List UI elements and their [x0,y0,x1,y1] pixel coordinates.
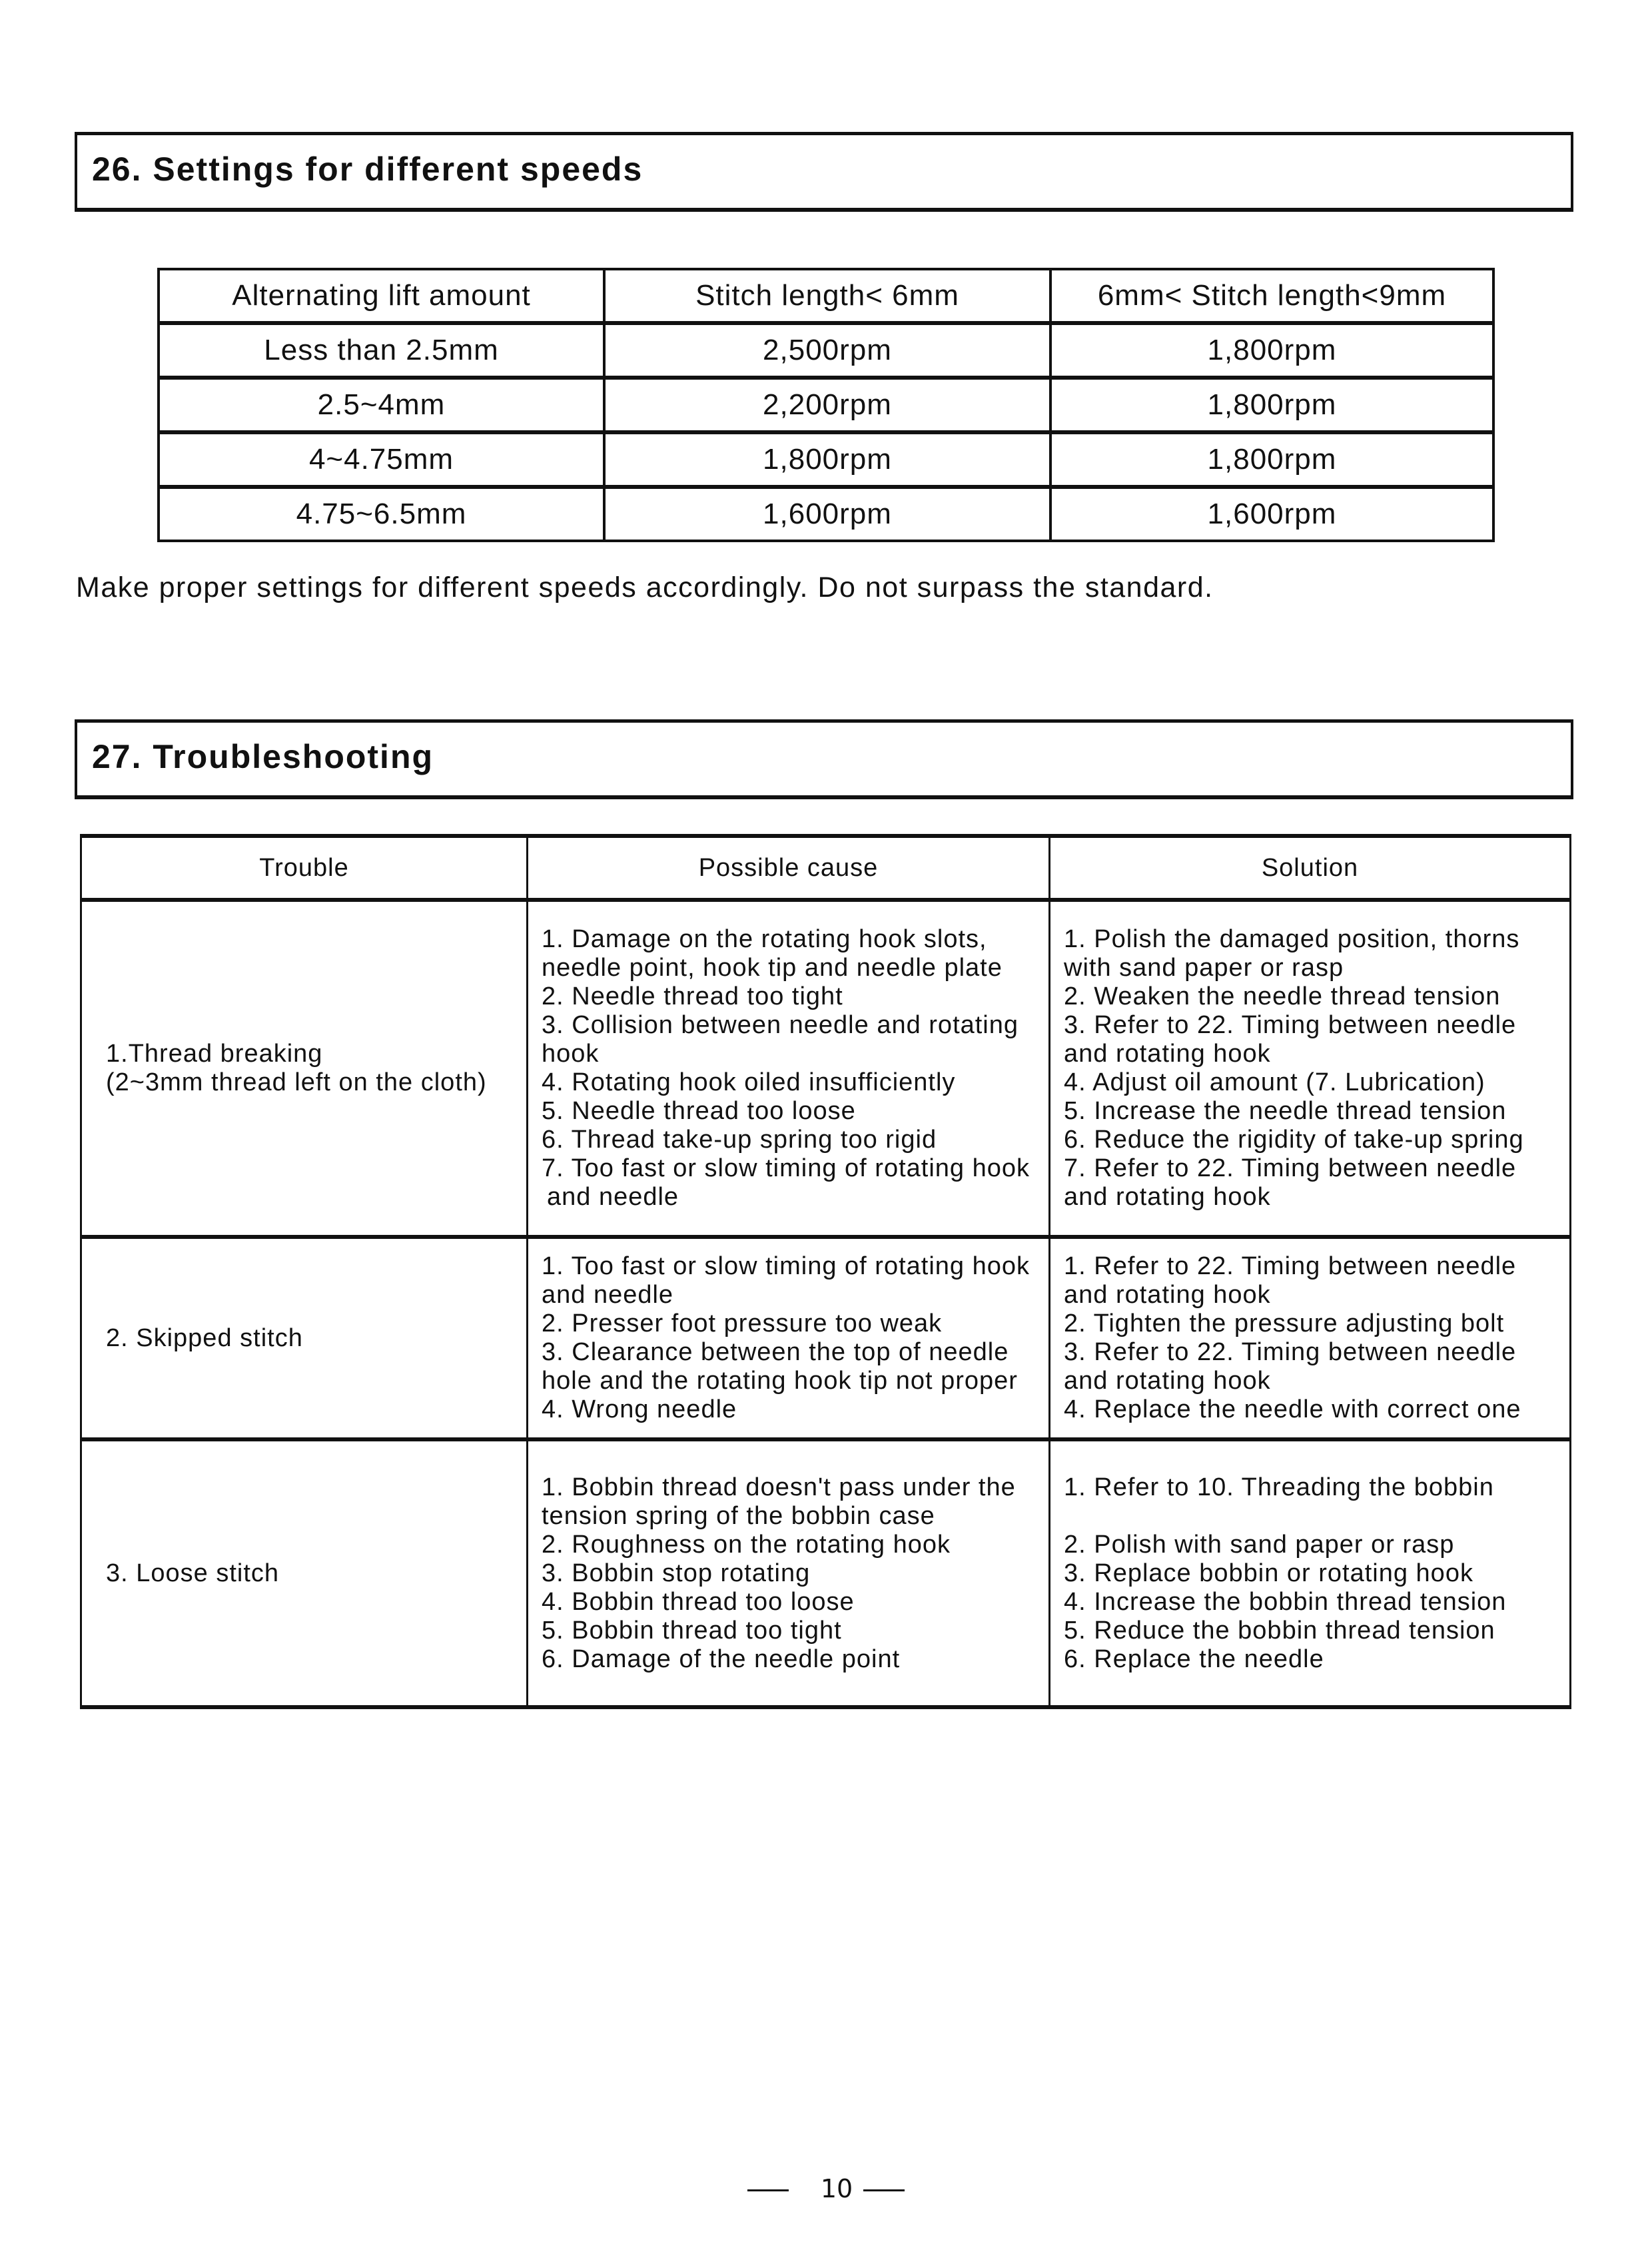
table-cell: 4~4.75mm [159,432,604,487]
list-line: 7. Refer to 22. Timing between needle [1064,1154,1517,1182]
table-cell: 1,800rpm [1050,432,1493,487]
list-line: 7. Too fast or slow timing of rotating hook [542,1154,1030,1182]
list-line: 2. Polish with sand paper or rasp [1064,1530,1455,1559]
column-header: Stitch length< 6mm [604,269,1050,323]
page-number-dash-left [747,2189,789,2191]
list-line: 6. Replace the needle [1064,1645,1324,1673]
column-header-solution: Solution [1050,836,1571,900]
table-cell: 2,500rpm [604,323,1050,378]
list-line: 3. Clearance between the top of needle [542,1338,1009,1366]
column-header-cause: Possible cause [528,836,1050,900]
list-line: 2. Needle thread too tight [542,982,843,1010]
cause-cell [528,1439,1050,1707]
list-line: needle point, hook tip and needle plate [542,954,1003,982]
list-line: with sand paper or rasp [1064,954,1344,982]
list-line: 4. Replace the needle with correct one [1064,1395,1521,1423]
list-line: 4. Increase the bobbin thread tension [1064,1587,1507,1616]
table-cell: 1,800rpm [1050,323,1493,378]
solution-cell [1050,1439,1571,1707]
table-cell: Less than 2.5mm [159,323,604,378]
cause-cell [528,900,1050,1237]
table-row [159,378,1493,432]
list-line: 3. Collision between needle and rotating [542,1011,1019,1039]
page-number-dash-right [863,2189,905,2191]
table-header-row [81,836,1571,900]
trouble-cell [81,1439,528,1707]
table-cell: 2.5~4mm [159,378,604,432]
list-line: and rotating hook [1064,1183,1271,1211]
cause-cell [528,1237,1050,1439]
table-cell: 1,800rpm [1050,378,1493,432]
column-header: 6mm< Stitch length<9mm [1050,269,1493,323]
table-cell: 1,600rpm [1050,487,1493,541]
list-line: (2~3mm thread left on the cloth) [106,1068,487,1096]
trouble-cell [81,900,528,1237]
section-26-header [75,132,1573,212]
list-line: 1. Polish the damaged position, thorns [1064,925,1520,953]
table-cell: 2,200rpm [604,378,1050,432]
list-line: hook [542,1040,600,1068]
list-line: 1.Thread breaking [106,1040,323,1068]
list-line: and rotating hook [1064,1281,1271,1309]
list-line: 4. Rotating hook oiled insufficiently [542,1068,956,1096]
list-line [1064,1502,1569,1531]
list-line: 2. Tighten the pressure adjusting bolt [1064,1309,1505,1337]
list-line: 1. Bobbin thread doesn't pass under the [542,1473,1016,1501]
table-row [159,432,1493,487]
list-line: tension spring of the bobbin case [542,1501,935,1530]
table-row [159,323,1493,378]
list-line: 3. Replace bobbin or rotating hook [1064,1559,1473,1587]
page-number-text: 10 [820,2174,853,2203]
list-line: 5. Increase the needle thread tension [1064,1097,1507,1125]
solution-cell [1050,1237,1571,1439]
list-line: 3. Bobbin stop rotating [542,1559,811,1587]
list-line: 5. Needle thread too loose [542,1097,856,1125]
table-cell: 4.75~6.5mm [159,487,604,541]
trouble-cell [81,1237,528,1439]
list-line: 2. Roughness on the rotating hook [542,1530,951,1559]
list-line: 4. Bobbin thread too loose [542,1587,855,1616]
section-27-header [75,719,1573,799]
table-cell: 1,800rpm [604,432,1050,487]
page-number [0,2174,1652,2203]
table-row [81,1237,1571,1439]
list-line: 3. Loose stitch [106,1559,280,1587]
list-line: 4. Wrong needle [542,1395,737,1423]
section-27-title: 27. Troubleshooting [92,737,434,775]
list-line: 1. Refer to 22. Timing between needle [1064,1252,1517,1280]
list-line: and rotating hook [1064,1040,1271,1068]
list-line: 2. Presser foot pressure too weak [542,1309,943,1337]
list-line: 6. Thread take-up spring too rigid [542,1126,937,1154]
list-line: 1. Refer to 10. Threading the bobbin [1064,1473,1494,1501]
table-row [81,900,1571,1237]
list-line: 2. Skipped stitch [106,1323,303,1352]
troubleshooting-table [80,834,1571,1709]
list-line: 5. Reduce the bobbin thread tension [1064,1616,1495,1645]
table-cell: 1,600rpm [604,487,1050,541]
solution-cell [1050,900,1571,1237]
list-line: 3. Refer to 22. Timing between needle [1064,1338,1517,1366]
list-line: 1. Damage on the rotating hook slots, [542,925,987,953]
list-line: 6. Damage of the needle point [542,1645,901,1673]
list-line: and needle [542,1281,674,1309]
list-line: 5. Bobbin thread too tight [542,1616,842,1645]
column-header-trouble: Trouble [81,836,528,900]
list-line: and needle [547,1183,679,1211]
list-line: 1. Too fast or slow timing of rotating hook [542,1252,1030,1280]
list-line: hole and the rotating hook tip not proper [542,1367,1018,1395]
table-row [81,1439,1571,1707]
speed-settings-table [157,268,1495,542]
list-line: 3. Refer to 22. Timing between needle [1064,1011,1517,1039]
speed-settings-note: Make proper settings for different speeds accordingly. Do not surpass the standard. [76,571,1214,603]
column-header: Alternating lift amount [159,269,604,323]
list-line: and rotating hook [1064,1367,1271,1395]
table-row [159,487,1493,541]
list-line: 6. Reduce the rigidity of take-up spring [1064,1126,1524,1154]
table-header-row [159,269,1493,323]
list-line: 2. Weaken the needle thread tension [1064,982,1501,1010]
list-line: 4. Adjust oil amount (7. Lubrication) [1064,1068,1485,1096]
section-26-title: 26. Settings for different speeds [92,150,643,188]
